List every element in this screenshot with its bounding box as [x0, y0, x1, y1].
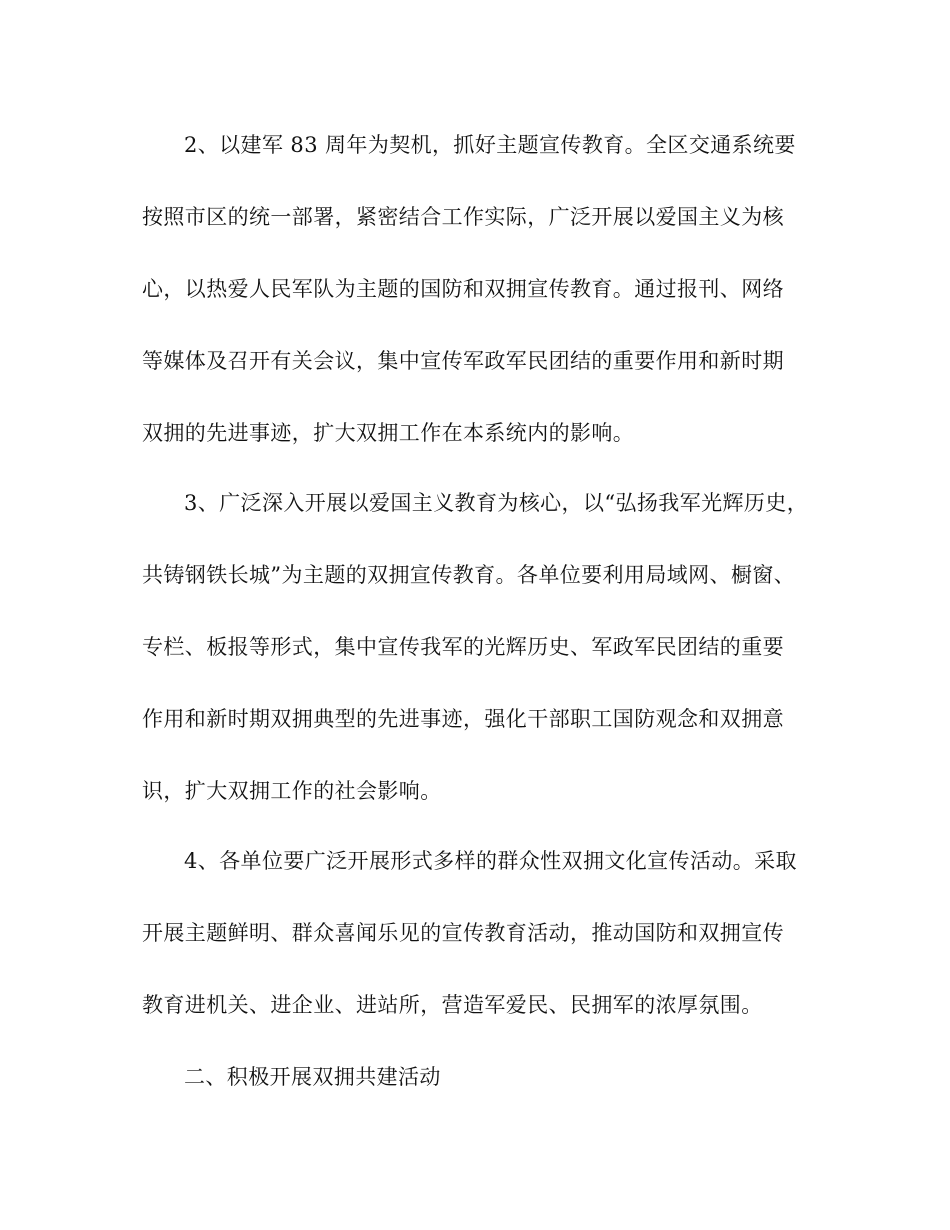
paragraph-3-line-2: 共铸钢铁长城”为主题的双拥宣传教育。各单位要利用局域网、橱窗、 — [142, 563, 796, 587]
paragraph-3-line-4: 作用和新时期双拥典型的先进事迹，强化干部职工国防观念和双拥意 — [142, 707, 784, 731]
paragraph-4-line-2: 开展主题鲜明、群众喜闻乐见的宣传教育活动，推动国防和双拥宣传 — [142, 921, 784, 945]
paragraph-2-line-1: 2、以建军 83 周年为契机，抓好主题宣传教育。全区交通系统要 — [184, 133, 796, 157]
paragraph-3-line-3: 专栏、板报等形式，集中宣传我军的光辉历史、军政军民团结的重要 — [142, 635, 784, 659]
paragraph-4-line-1: 4、各单位要广泛开展形式多样的群众性双拥文化宣传活动。采取 — [184, 849, 797, 873]
paragraph-4-line-3: 教育进机关、进企业、进站所，营造军爱民、民拥军的浓厚氛围。 — [142, 993, 763, 1017]
section-heading: 二、积极开展双拥共建活动 — [184, 1065, 441, 1089]
paragraph-3-line-5: 识，扩大双拥工作的社会影响。 — [142, 779, 442, 803]
paragraph-2-line-5: 双拥的先进事迹，扩大双拥工作在本系统内的影响。 — [142, 421, 635, 445]
paragraph-2-line-4: 等媒体及召开有关会议，集中宣传军政军民团结的重要作用和新时期 — [142, 349, 784, 373]
paragraph-2-line-2: 按照市区的统一部署，紧密结合工作实际，广泛开展以爱国主义为核 — [142, 205, 784, 229]
paragraph-3-line-1: 3、广泛深入开展以爱国主义教育为核心，以“弘扬我军光辉历史， — [184, 491, 809, 515]
paragraph-2-line-3: 心，以热爱人民军队为主题的国防和双拥宣传教育。通过报刊、网络 — [142, 277, 784, 301]
